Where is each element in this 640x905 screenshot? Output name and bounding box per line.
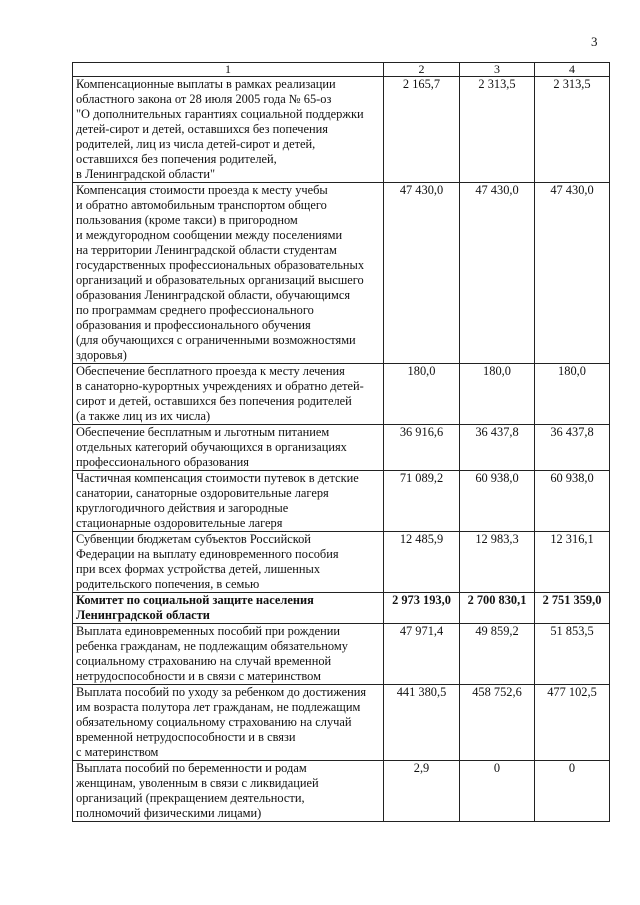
table-row (73, 364, 610, 425)
value-col-3: 36 437,8 (460, 425, 535, 471)
value-col-3: 12 983,3 (460, 532, 535, 593)
value-col-4: 12 316,1 (535, 532, 610, 593)
row-description: Компенсация стоимости проезда к месту учебы и обратно автомобильным транспортом общего пользования (кроме такси) в пригородном и междугородном сообщении между поселениями на территории Ленинградской области студентам государственных профессиональных образовательных организаций и образовательных организаций высшего образования Ленинградской области, обучающимся по программам среднего профессионального образования и профессионального обучения (для обучающихся с ограниченными возможностями здоровья) (73, 183, 384, 364)
value-col-2: 36 916,6 (384, 425, 460, 471)
table-row (73, 593, 610, 624)
value-col-4: 47 430,0 (535, 183, 610, 364)
table-body (73, 77, 610, 822)
column-header-3: 3 (460, 63, 535, 77)
value-col-2: 71 089,2 (384, 471, 460, 532)
value-col-3: 0 (460, 761, 535, 822)
row-description: Компенсационные выплаты в рамках реализации областного закона от 28 июля 2005 года № 65-оз "О дополнительных гарантиях социальной поддержки детей-сирот и детей, оставшихся без попечения родителей, лиц из числа детей-сирот и детей, оставшихся без попечения родителей, в Ленинградской области" (73, 77, 384, 183)
page-number: 3 (591, 34, 598, 49)
value-col-3: 2 700 830,1 (460, 593, 535, 624)
row-description: Обеспечение бесплатным и льготным питанием отдельных категорий обучающихся в организациях профессионального образования (73, 425, 384, 471)
value-col-2: 47 971,4 (384, 624, 460, 685)
value-col-4: 2 313,5 (535, 77, 610, 183)
value-col-4: 36 437,8 (535, 425, 610, 471)
table-row (73, 685, 610, 761)
table-row (73, 532, 610, 593)
value-col-4: 180,0 (535, 364, 610, 425)
row-description: Комитет по социальной защите населения Ленинградской области (73, 593, 384, 624)
value-col-3: 180,0 (460, 364, 535, 425)
row-description: Частичная компенсация стоимости путевок в детские санатории, санаторные оздоровительные лагеря круглогодичного действия и загородные стационарные оздоровительные лагеря (73, 471, 384, 532)
budget-table (72, 62, 610, 822)
table-header-row (73, 63, 610, 77)
value-col-4: 2 751 359,0 (535, 593, 610, 624)
value-col-2: 2 165,7 (384, 77, 460, 183)
value-col-3: 458 752,6 (460, 685, 535, 761)
table-row (73, 425, 610, 471)
value-col-2: 441 380,5 (384, 685, 460, 761)
table-row (73, 77, 610, 183)
value-col-4: 51 853,5 (535, 624, 610, 685)
table-row (73, 761, 610, 822)
value-col-2: 2,9 (384, 761, 460, 822)
value-col-3: 49 859,2 (460, 624, 535, 685)
value-col-3: 60 938,0 (460, 471, 535, 532)
value-col-4: 0 (535, 761, 610, 822)
value-col-2: 12 485,9 (384, 532, 460, 593)
table-row (73, 624, 610, 685)
table-row (73, 183, 610, 364)
value-col-2: 2 973 193,0 (384, 593, 460, 624)
value-col-4: 477 102,5 (535, 685, 610, 761)
column-header-1: 1 (73, 63, 384, 77)
row-description: Субвенции бюджетам субъектов Российской Федерации на выплату единовременного пособия при всех формах устройства детей, лишенных родительского попечения, в семью (73, 532, 384, 593)
row-description: Выплата пособий по уходу за ребенком до достижения им возраста полутора лет гражданам, не подлежащим обязательному социальному страхованию на случай временной нетрудоспособности и в связи с материнством (73, 685, 384, 761)
value-col-2: 47 430,0 (384, 183, 460, 364)
value-col-3: 47 430,0 (460, 183, 535, 364)
value-col-4: 60 938,0 (535, 471, 610, 532)
row-description: Выплата единовременных пособий при рождении ребенка гражданам, не подлежащим обязательному социальному страхованию на случай временной нетрудоспособности и в связи с материнством (73, 624, 384, 685)
value-col-3: 2 313,5 (460, 77, 535, 183)
value-col-2: 180,0 (384, 364, 460, 425)
column-header-4: 4 (535, 63, 610, 77)
table-row (73, 471, 610, 532)
row-description: Обеспечение бесплатного проезда к месту лечения в санаторно-курортных учреждениях и обратно детей- сирот и детей, оставшихся без попечения родителей (а также лиц из их числа) (73, 364, 384, 425)
row-description: Выплата пособий по беременности и родам женщинам, уволенным в связи с ликвидацией организаций (прекращением деятельности, полномочий физическими лицами) (73, 761, 384, 822)
column-header-2: 2 (384, 63, 460, 77)
